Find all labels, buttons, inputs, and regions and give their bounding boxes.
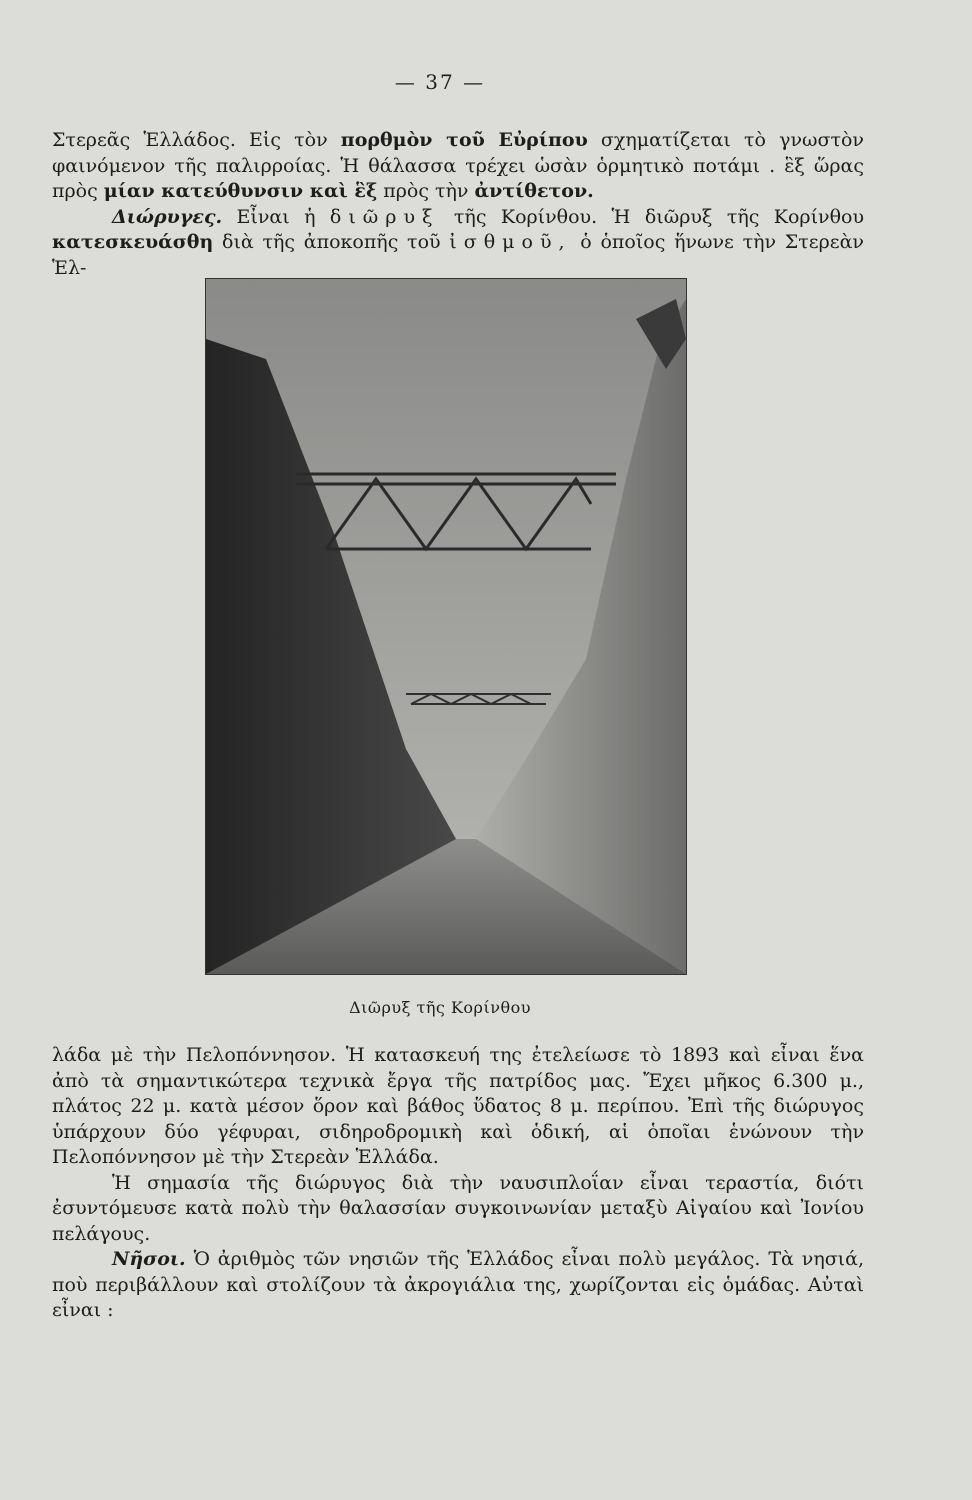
paragraph-canals: Διώρυγες. Εἶναι ἡ διῶρυξ τῆς Κορίνθου. Ἡ διῶρυξ τῆς Κορίνθου κατεσκευάσθη διὰ τῆς ἀποκοπῆς τοῦ ἰσθμοῦ, ὁ ὁποῖος ἥνωνε τὴν Στερεὰν Ἑλ- [52, 205, 865, 279]
paragraph-canal-facts: λάδα μὲ τὴν Πελοπόννησον. Ἡ κατασκευή της ἐτελείωσε τὸ 1893 καὶ εἶναι ἕνα ἀπὸ τὰ σημαντικώτερα τεχνικὰ ἔργα τῆς πατρίδος μας. Ἔχει μῆκος 6.300 μ., πλάτος 22 μ. κατὰ μέσον ὅρον καὶ βάθος ὕδατος 8 μ. περίπου. Ἐπὶ τῆς διώρυγος ὑπάρχουν δύο γέφυραι, σιδηροδρομικὴ καὶ ὁδική, αἱ ὁποῖαι ἑνώνουν τὴν Πελοπόννησον μὲ τὴν Στερεὰν Ἑλλάδα. [52, 1044, 864, 1168]
corinth-canal-photo [205, 278, 687, 975]
section-heading-canals: Διώρυγες. [112, 205, 223, 228]
paragraph-canal-importance: Ἡ σημασία τῆς διώρυγος διὰ τὴν ναυσιπλοΐαν εἶναι τεραστία, διότι ἐσυντόμευσε κατὰ πολὺ τὴν θαλασσίαν συγκοινωνίαν μεταξὺ Αἰγαίου καὶ Ἰονίου πελάγους. [52, 1171, 864, 1245]
top-text-block [52, 128, 864, 281]
paragraph-euripus: Στερεᾶς Ἑλλάδος. Εἰς τὸν πορθμὸν τοῦ Εὐρίπου σχηματίζεται τὸ γνωστὸν φαινόμενον τῆς παλιρροίας. Ἡ θάλασσα τρέχει ὡσὰν ὁρμητικὸ ποτάμι . ἓξ ὥρας πρὸς μίαν κατεύθυνσιν καὶ ἓξ πρὸς τὴν ἀντίθετον. [52, 129, 864, 202]
bottom-text-block [52, 1043, 864, 1324]
page-number: — 37 — [394, 70, 486, 94]
corinth-canal-illustration [206, 279, 686, 974]
section-heading-islands: Νῆσοι. [112, 1248, 186, 1270]
figure-caption: Διῶρυξ τῆς Κορίνθου [349, 998, 531, 1017]
paragraph-islands: Νῆσοι. Ὁ ἀριθμὸς τῶν νησιῶν τῆς Ἑλλάδος εἶναι πολὺ μεγάλος. Τὰ νησιά, ποὺ περιβάλλουν καὶ στολίζουν τὰ ἀκρογιάλια της, χωρίζονται εἰς ὁμάδας. Αὐταὶ εἶναι : [52, 1248, 864, 1321]
